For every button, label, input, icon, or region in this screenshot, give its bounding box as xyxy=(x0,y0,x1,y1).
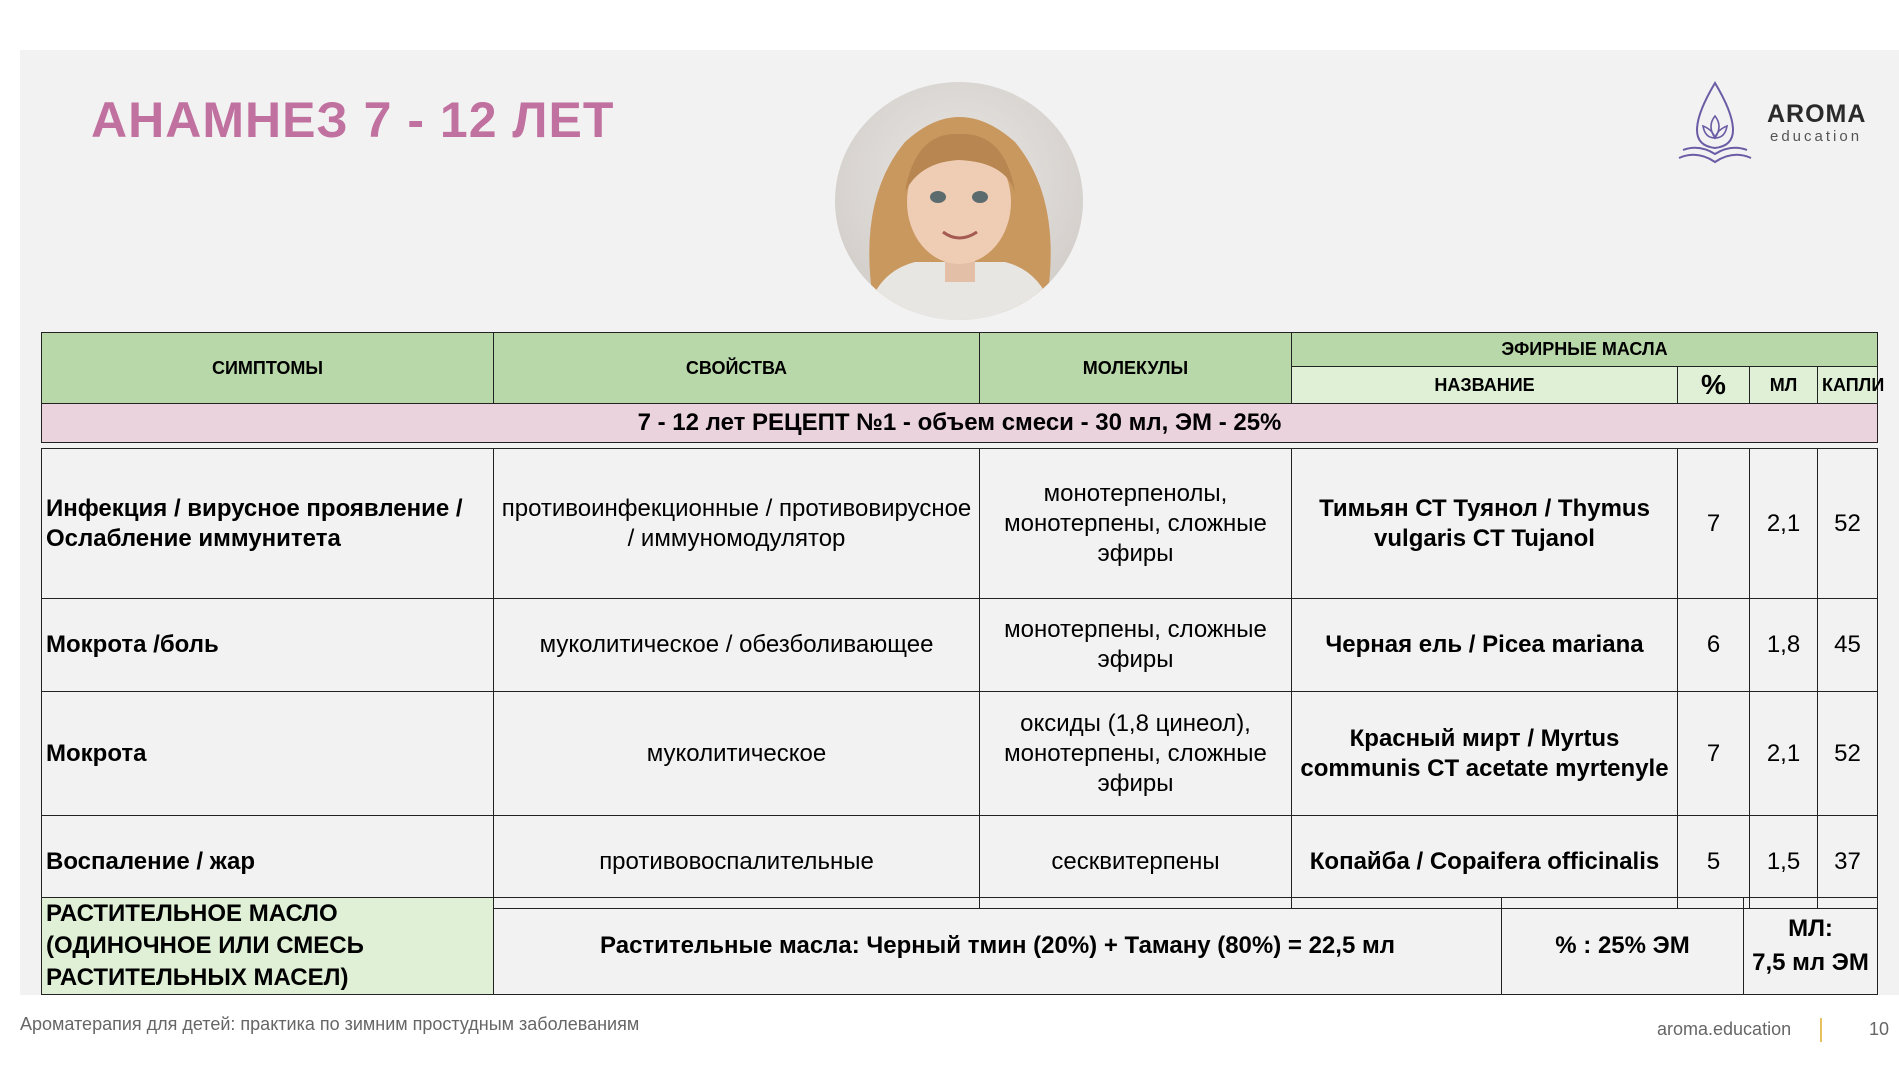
molecules-cell: монотерпены, сложные эфиры xyxy=(980,599,1292,692)
ml-value: 7,5 мл ЭМ xyxy=(1752,949,1869,976)
property-cell: муколитическое xyxy=(494,692,980,816)
percent-cell: 7 xyxy=(1678,692,1750,816)
drops-cell: 52 xyxy=(1818,692,1878,816)
oil-name-cell: Копайба / Copaifera officinalis xyxy=(1292,816,1678,909)
symptom-cell: Мокрота xyxy=(42,692,494,816)
carrier-oil-table xyxy=(41,897,1878,995)
header-percent: % xyxy=(1678,367,1750,404)
ml-cell: 2,1 xyxy=(1750,692,1818,816)
header-properties: СВОЙСТВА xyxy=(494,333,980,404)
ml-label: МЛ: xyxy=(1788,915,1833,942)
header-ml: МЛ xyxy=(1750,367,1818,404)
ml-cell: 1,5 xyxy=(1750,816,1818,909)
logo-name: AROMA xyxy=(1767,100,1867,128)
oil-name-cell: Красный мирт / Myrtus communis CT acetate myrtenyle xyxy=(1292,692,1678,816)
molecules-cell: монотерпенолы, монотерпены, сложные эфиры xyxy=(980,449,1292,599)
percent-cell: 6 xyxy=(1678,599,1750,692)
property-cell: противовоспалительные xyxy=(494,816,980,909)
percent-cell: 5 xyxy=(1678,816,1750,909)
child-photo xyxy=(835,82,1083,320)
footer-site-link[interactable]: aroma.education xyxy=(1657,1019,1792,1039)
header-symptoms: СИМПТОМЫ xyxy=(42,333,494,404)
ml-cell: 2,1 xyxy=(1750,449,1818,599)
header-essential-oils: ЭФИРНЫЕ МАСЛА xyxy=(1292,333,1878,367)
table-row xyxy=(42,449,1878,599)
table-row xyxy=(42,816,1878,909)
property-cell: муколитическое / обезболивающее xyxy=(494,599,980,692)
table-row xyxy=(42,692,1878,816)
page-number: 10 xyxy=(1869,1019,1890,1039)
drops-cell: 52 xyxy=(1818,449,1878,599)
recipe-title: 7 - 12 лет РЕЦЕПТ №1 - объем смеси - 30 мл, ЭМ - 25% xyxy=(42,404,1878,443)
header-oil-name: НАЗВАНИЕ xyxy=(1292,367,1678,404)
symptom-cell: Инфекция / вирусное проявление / Ослабление иммунитета xyxy=(42,449,494,599)
carrier-oil-percent: % : 25% ЭМ xyxy=(1502,898,1744,995)
header-drops: КАПЛИ xyxy=(1818,367,1878,404)
recipe-table xyxy=(41,332,1885,443)
lotus-drop-book-icon xyxy=(1675,78,1755,168)
logo-sub: education xyxy=(1770,128,1863,145)
molecules-cell: оксиды (1,8 цинеол), монотерпены, сложные эфиры xyxy=(980,692,1292,816)
symptom-cell: Мокрота /боль xyxy=(42,599,494,692)
drops-cell: 45 xyxy=(1818,599,1878,692)
footer-separator xyxy=(1820,1018,1822,1042)
oil-name-cell: Черная ель / Picea mariana xyxy=(1292,599,1678,692)
ml-cell: 1,8 xyxy=(1750,599,1818,692)
property-cell: противоинфекционные / противовирусное / иммуномодулятор xyxy=(494,449,980,599)
table-row xyxy=(42,599,1878,692)
carrier-oil-ml xyxy=(1744,898,1878,995)
drops-cell: 37 xyxy=(1818,816,1878,909)
percent-cell: 7 xyxy=(1678,449,1750,599)
aroma-logo xyxy=(1675,78,1865,168)
symptom-cell: Воспаление / жар xyxy=(42,816,494,909)
footer-course-title: Ароматерапия для детей: практика по зимним простудным заболеваниям xyxy=(20,1014,640,1034)
oil-name-cell: Тимьян СТ Туянол / Thymus vulgaris CT Tujanol xyxy=(1292,449,1678,599)
recipe-rows xyxy=(41,448,1878,909)
carrier-oil-composition: Растительные масла: Черный тмин (20%) + Таману (80%) = 22,5 мл xyxy=(494,898,1502,995)
molecules-cell: сесквитерпены xyxy=(980,816,1292,909)
carrier-oil-label: РАСТИТЕЛЬНОЕ МАСЛО (ОДИНОЧНОЕ ИЛИ СМЕСЬ РАСТИТЕЛЬНЫХ МАСЕЛ) xyxy=(42,898,494,995)
page-title: АНАМНЕЗ 7 - 12 ЛЕТ xyxy=(91,92,615,148)
header-molecules: МОЛЕКУЛЫ xyxy=(980,333,1292,404)
